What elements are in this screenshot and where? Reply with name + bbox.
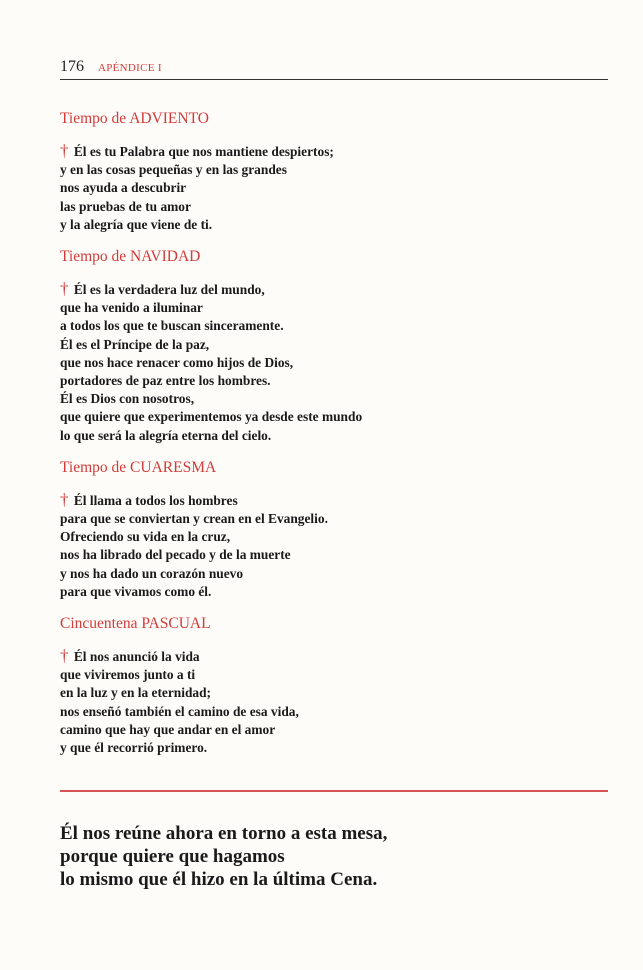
section-title: Cincuentena PASCUAL (60, 615, 211, 633)
text-line: que quiere que experimentemos ya desde este mundo (60, 409, 363, 425)
running-title: APÉNDICE I (98, 62, 162, 74)
text-line: Él es el Príncipe de la paz, (60, 336, 210, 352)
closing-line: Él nos reúne ahora en torno a esta mesa, (60, 823, 388, 844)
text-line: para que se conviertan y crean en el Evangelio. (60, 511, 328, 527)
section-text (60, 647, 608, 757)
text-line: que ha venido a iluminar (60, 300, 203, 316)
text-line: camino que hay que andar en el amor (60, 721, 276, 737)
text-line: y nos ha dado un corazón nuevo (60, 565, 244, 581)
page-number: 176 (60, 58, 84, 75)
cross-icon: † (60, 646, 69, 666)
section-navidad (60, 248, 608, 445)
cross-icon: † (60, 279, 69, 299)
text-line: † Él es la verdadera luz del mundo, (60, 279, 265, 299)
text-line: para que vivamos como él. (60, 583, 212, 599)
text-line: a todos los que te buscan sinceramente. (60, 318, 284, 334)
text-line: y en las cosas pequeñas y en las grandes (60, 162, 287, 178)
text-line: nos enseñó también el camino de esa vida, (60, 703, 299, 719)
text-line: portadores de paz entre los hombres. (60, 373, 271, 389)
header-rule (60, 79, 608, 80)
section-title: Tiempo de NAVIDAD (60, 248, 201, 266)
text-line: † Él es tu Palabra que nos mantiene despiertos; (60, 141, 334, 160)
seasonal-prefaces (60, 110, 608, 771)
text-line: que nos hace renacer como hijos de Dios, (60, 354, 294, 370)
closing-line: porque quiere que hagamos (60, 846, 285, 867)
section-text (60, 491, 608, 601)
cross-icon: † (60, 141, 69, 160)
text-line: † Él nos anunció la vida (60, 646, 200, 666)
text-line: en la luz y en la eternidad; (60, 685, 212, 701)
text-line: las pruebas de tu amor (60, 198, 191, 214)
text-line: Él es Dios con nosotros, (60, 391, 195, 407)
text-line: Ofreciendo su vida en la cruz, (60, 529, 231, 545)
section-adviento (60, 110, 608, 234)
closing-line: lo mismo que él hizo en la última Cena. (60, 869, 378, 890)
section-text (60, 142, 608, 234)
section-text (60, 280, 608, 445)
running-header (60, 58, 608, 80)
text-line: y que él recorrió primero. (60, 740, 208, 756)
section-title: Tiempo de CUARESMA (60, 458, 217, 476)
section-title: Tiempo de ADVIENTO (60, 110, 209, 127)
text-line: que viviremos junto a ti (60, 667, 196, 683)
section-cuaresma (60, 459, 608, 601)
closing-text (60, 822, 608, 891)
text-line: nos ha librado del pecado y de la muerte (60, 547, 291, 563)
section-divider-rule (60, 790, 608, 792)
text-line: lo que será la alegría eterna del cielo. (60, 427, 272, 443)
section-pascual (60, 615, 608, 757)
text-line: nos ayuda a descubrir (60, 180, 187, 196)
text-line: † Él llama a todos los hombres (60, 489, 238, 509)
cross-icon: † (60, 489, 69, 509)
text-line: y la alegría que viene de ti. (60, 216, 213, 232)
